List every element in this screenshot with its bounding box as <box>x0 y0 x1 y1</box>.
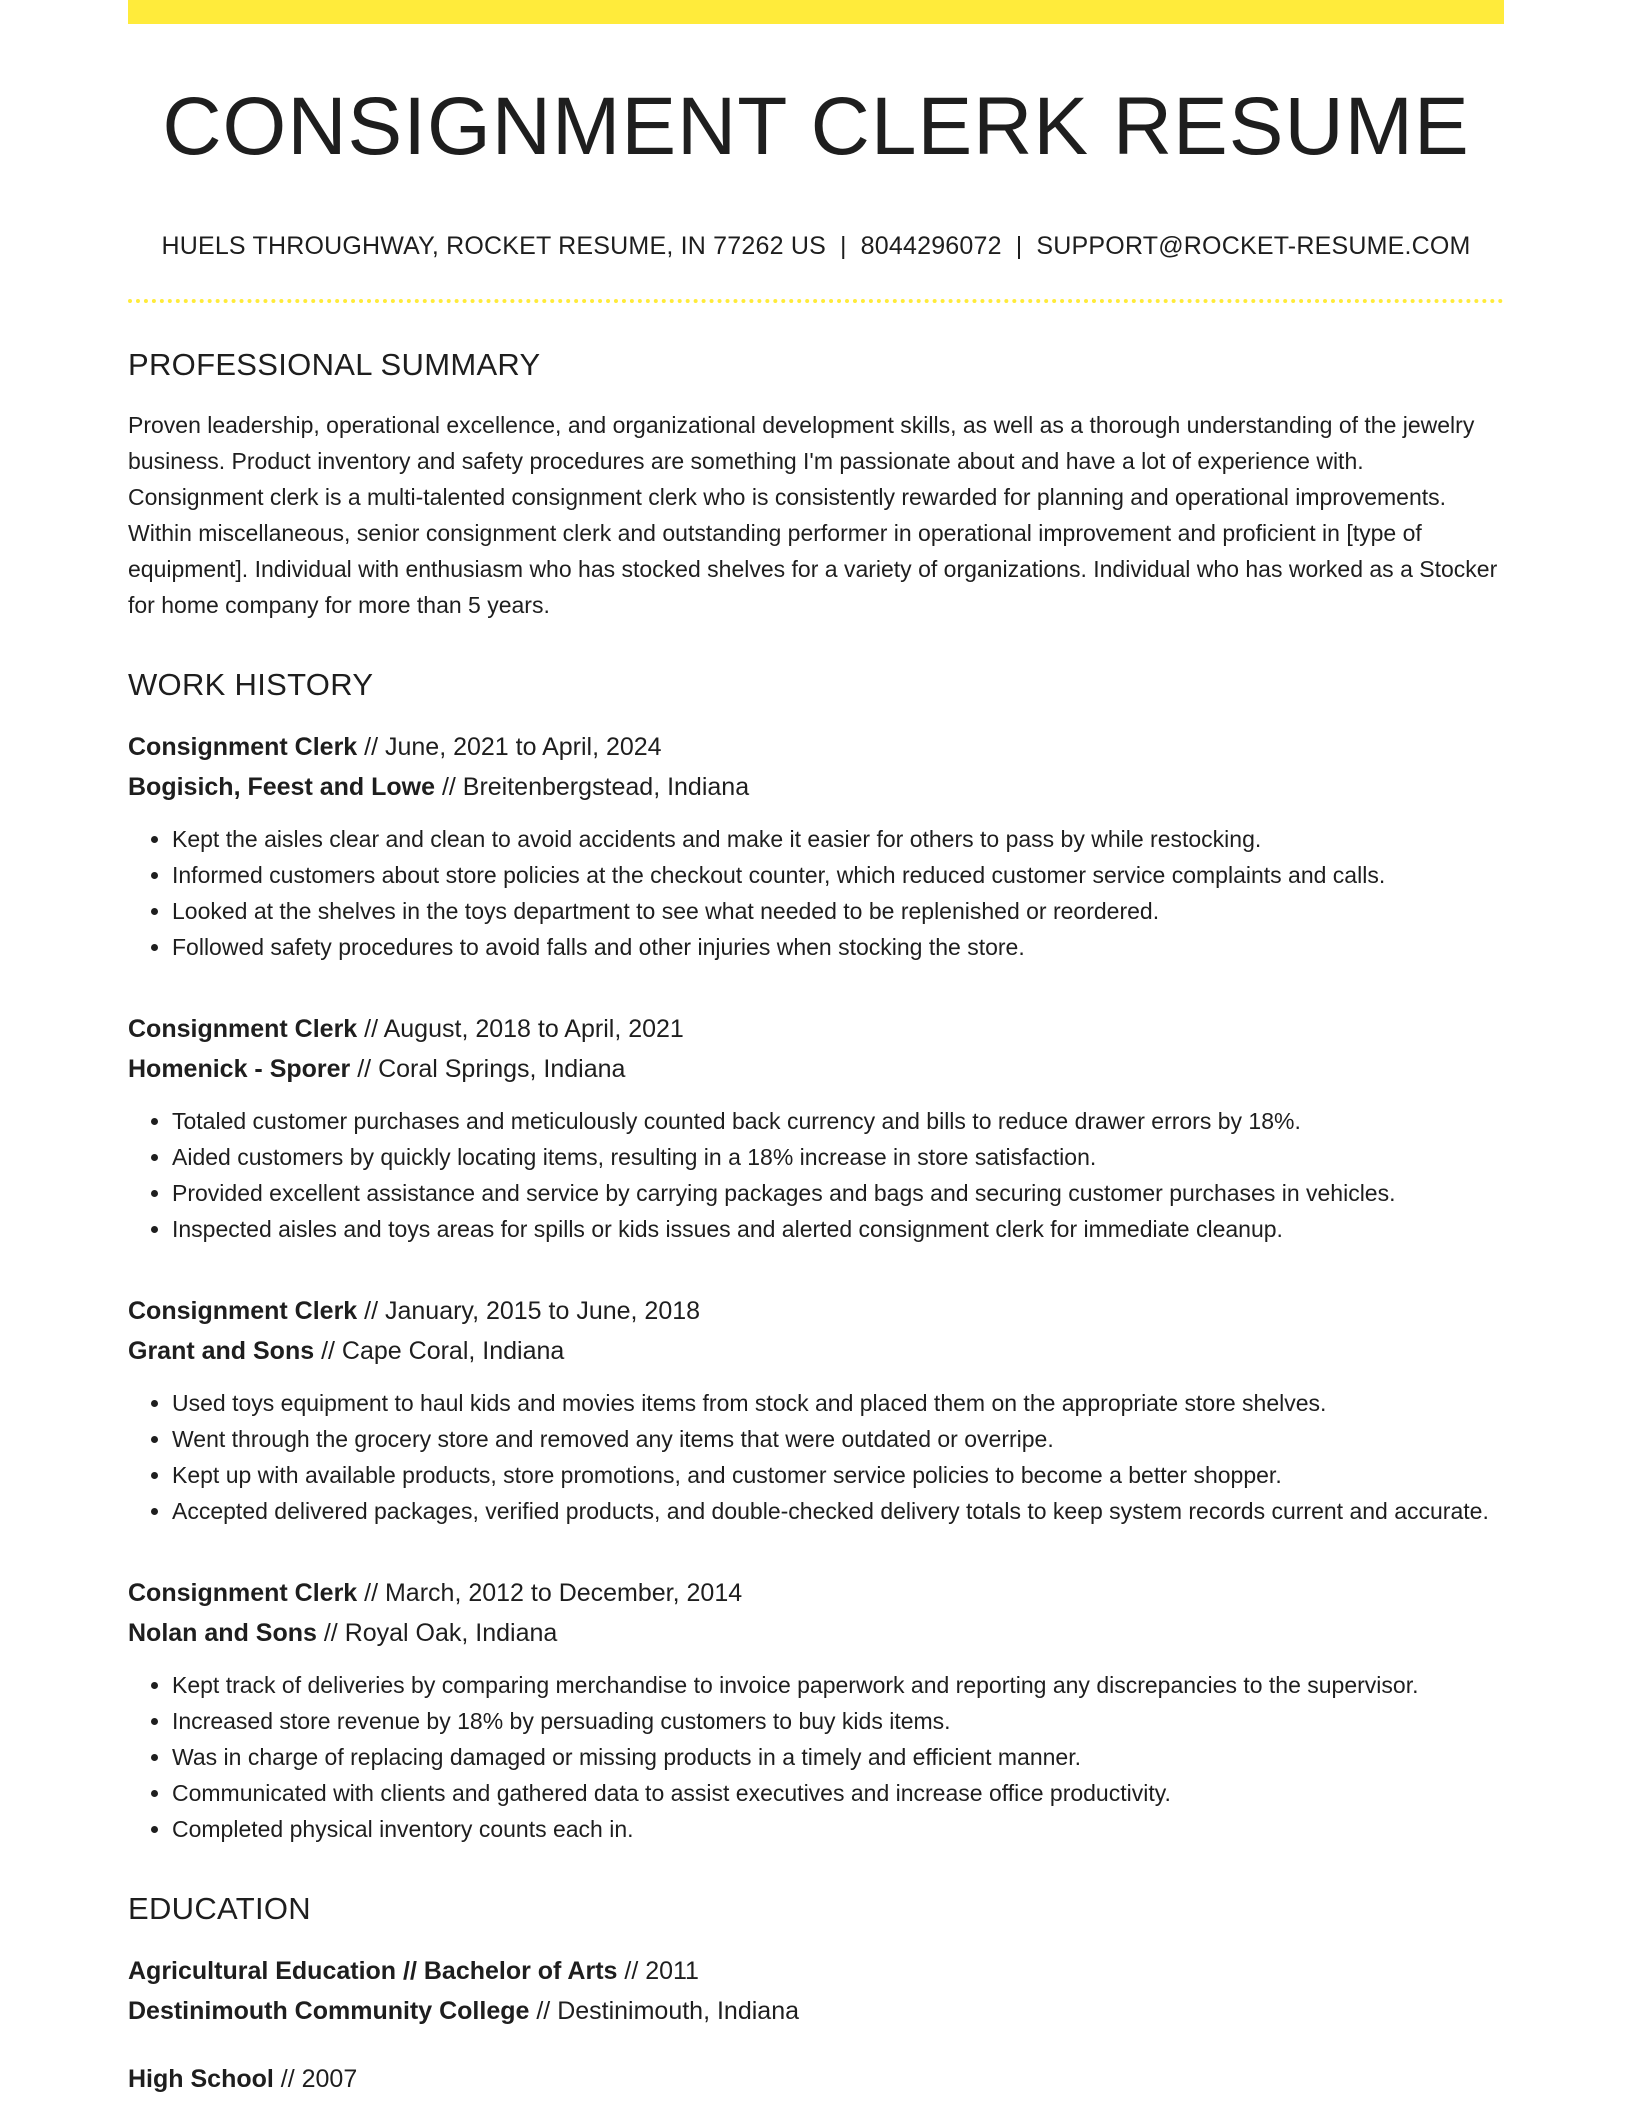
summary-heading: PROFESSIONAL SUMMARY <box>128 347 541 383</box>
job-title-line <box>128 1291 1504 1331</box>
job-location: // Cape Coral, Indiana <box>314 1337 565 1366</box>
dotted-divider <box>128 299 1504 303</box>
education-location: // Destinimouth, Indiana <box>529 1997 799 2026</box>
job-title-line <box>128 1573 1504 1613</box>
job-title: Consignment Clerk <box>128 733 358 762</box>
accent-top-bar <box>128 0 1504 24</box>
job-dates: // August, 2018 to April, 2021 <box>357 1015 684 1044</box>
education-entry <box>128 2059 1504 2099</box>
job-entry <box>128 1573 1504 1847</box>
job-title: Consignment Clerk <box>128 1579 358 1608</box>
summary-text: Proven leadership, operational excellence, and organizational development skills, as well as a thorough understanding of the jewelry business. Product inventory and safety procedures are something I'm passionate about and have a lot of experience with. Consignment clerk is a multi-talented consignment clerk who is consistently rewarded for planning and operational improvements. Within miscellaneous, senior consignment clerk and outstanding performer in operational improvement and proficient in [type of equipment]. Individual with enthusiasm who has stocked shelves for a variety of organizations. Individual who has worked as a Stocker for home company for more than 5 years. <box>128 412 1498 619</box>
education-heading: EDUCATION <box>128 1891 311 1927</box>
job-title: Consignment Clerk <box>128 1297 358 1326</box>
job-company-line <box>128 1049 1504 1089</box>
work-history-heading: WORK HISTORY <box>128 667 374 703</box>
job-bullet: • Kept track of deliveries by comparing merchandise to invoice paperwork and reporting any discrepancies to the supervisor. <box>172 1667 1504 1703</box>
job-bullet: • Informed customers about store policies at the checkout counter, which reduced customer service complaints and calls. <box>172 857 1504 893</box>
education-degree-line <box>128 1951 1504 1991</box>
job-bullet: • Looked at the shelves in the toys department to see what needed to be replenished or reordered. <box>172 893 1504 929</box>
education-degree: High School <box>128 2065 274 2094</box>
job-company: Grant and Sons <box>128 1337 315 1366</box>
job-title-line <box>128 1009 1504 1049</box>
education-entry <box>128 1951 1504 2031</box>
job-location: // Royal Oak, Indiana <box>316 1619 558 1648</box>
job-company-line <box>128 1613 1504 1653</box>
job-entry <box>128 1291 1504 1529</box>
job-bullet: • Accepted delivered packages, verified products, and double-checked delivery totals to keep system records current and accurate. <box>172 1493 1504 1529</box>
job-bullet: • Used toys equipment to haul kids and movies items from stock and placed them on the appropriate store shelves. <box>172 1385 1504 1421</box>
job-bullet: • Was in charge of replacing damaged or missing products in a timely and efficient manner. <box>172 1739 1504 1775</box>
contact-separator: | <box>1015 232 1023 261</box>
education-year: // 2011 <box>617 1957 699 1986</box>
job-company-line <box>128 1331 1504 1371</box>
contact-email[interactable]: SUPPORT@ROCKET-RESUME.COM <box>1036 232 1471 261</box>
job-entry <box>128 727 1504 965</box>
job-dates: // January, 2015 to June, 2018 <box>357 1297 701 1326</box>
job-bullets <box>128 1103 1504 1247</box>
job-bullet: • Increased store revenue by 18% by persuading customers to buy kids items. <box>172 1703 1504 1739</box>
job-title-line <box>128 727 1504 767</box>
job-bullets <box>128 821 1504 965</box>
job-bullet: • Kept the aisles clear and clean to avoid accidents and make it easier for others to pass by while restocking. <box>172 821 1504 857</box>
education-degree-line <box>128 2059 1504 2099</box>
job-entry <box>128 1009 1504 1247</box>
education-year: // 2007 <box>273 2065 358 2094</box>
job-dates: // March, 2012 to December, 2014 <box>357 1579 743 1608</box>
job-bullet: • Inspected aisles and toys areas for spills or kids issues and alerted consignment clerk for immediate cleanup. <box>172 1211 1504 1247</box>
job-location: // Coral Springs, Indiana <box>350 1055 626 1084</box>
job-bullet: • Completed physical inventory counts each in. <box>172 1811 1504 1847</box>
job-bullet: • Totaled customer purchases and meticulously counted back currency and bills to reduce drawer errors by 18%. <box>172 1103 1504 1139</box>
job-bullet: • Communicated with clients and gathered data to assist executives and increase office productivity. <box>172 1775 1504 1811</box>
job-bullet: • Went through the grocery store and removed any items that were outdated or overripe. <box>172 1421 1504 1457</box>
job-bullet: • Aided customers by quickly locating items, resulting in a 18% increase in store satisfaction. <box>172 1139 1504 1175</box>
job-bullet: • Followed safety procedures to avoid falls and other injuries when stocking the store. <box>172 929 1504 965</box>
job-bullet: • Kept up with available products, store promotions, and customer service policies to become a better shopper. <box>172 1457 1504 1493</box>
resume-page <box>128 0 1504 2099</box>
job-company: Bogisich, Feest and Lowe <box>128 773 435 802</box>
job-company: Nolan and Sons <box>128 1619 317 1648</box>
education-degree: Agricultural Education // Bachelor of Arts <box>128 1957 618 1986</box>
job-title: Consignment Clerk <box>128 1015 358 1044</box>
education-school: Destinimouth Community College <box>128 1997 530 2026</box>
job-bullet: • Provided excellent assistance and service by carrying packages and bags and securing customer purchases in vehicles. <box>172 1175 1504 1211</box>
contact-separator: | <box>839 232 847 261</box>
contact-phone: 8044296072 <box>860 232 1002 261</box>
resume-title: CONSIGNMENT CLERK RESUME <box>162 81 1470 172</box>
job-location: // Breitenbergstead, Indiana <box>435 773 750 802</box>
contact-address: HUELS THROUGHWAY, ROCKET RESUME, IN 77262 US <box>161 232 826 261</box>
contact-line <box>128 232 1504 261</box>
job-bullets <box>128 1385 1504 1529</box>
job-bullets <box>128 1667 1504 1847</box>
job-company-line <box>128 767 1504 807</box>
job-company: Homenick - Sporer <box>128 1055 351 1084</box>
education-school-line <box>128 1991 1504 2031</box>
job-dates: // June, 2021 to April, 2024 <box>357 733 662 762</box>
